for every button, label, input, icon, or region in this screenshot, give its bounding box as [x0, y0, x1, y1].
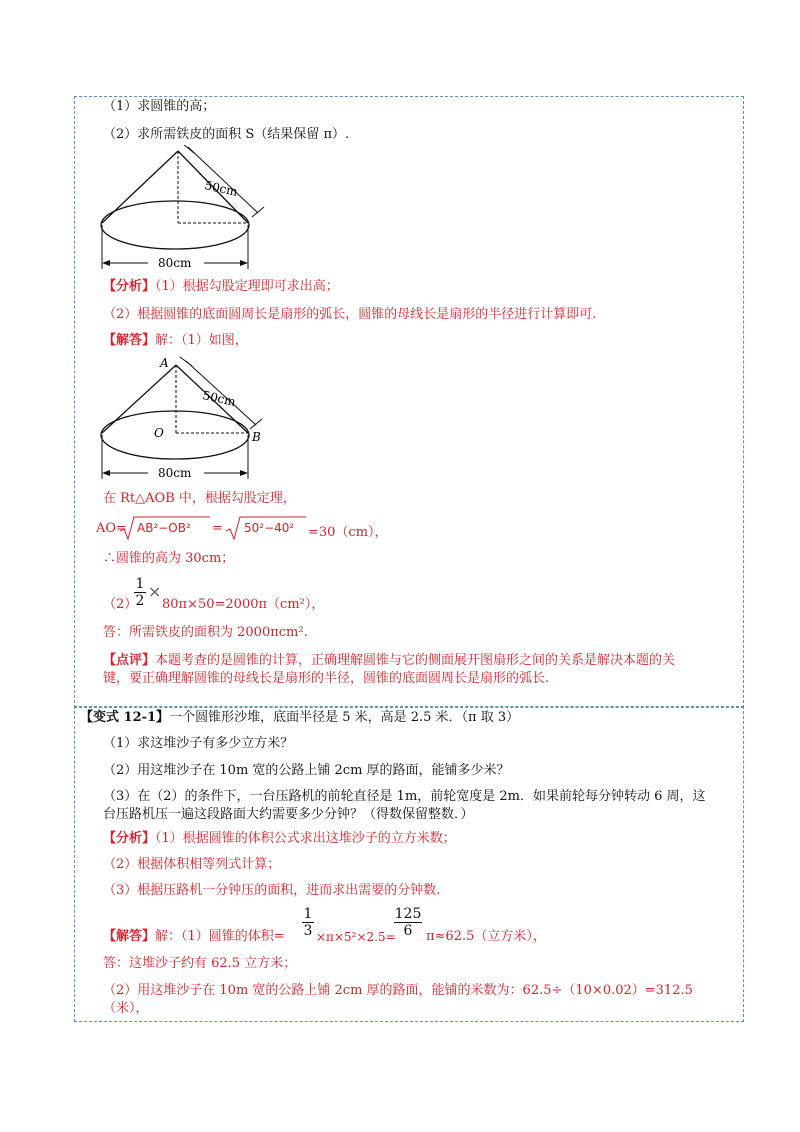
answer-label: 【解答】 — [103, 333, 156, 348]
comment-text-1: 本题考查的是圆锥的计算，正确理解圆锥与它的侧面展开图扇形之间的关系是解决本题的关 — [155, 653, 676, 668]
third-numerator: 1 — [303, 906, 313, 922]
variant-question-3a: （3）在（2）的条件下，一台压路机的前轮直径是 1m，前轮宽度是 2m．如果前轮每分钟转动 6 周，这 — [103, 789, 706, 804]
comment-label: 【点评】 — [103, 653, 156, 668]
fig2-center-label: O — [154, 426, 164, 440]
half-numerator: 1 — [135, 576, 145, 592]
ao-result: =30（cm）， — [308, 525, 388, 540]
third-denominator: 3 — [303, 923, 313, 939]
variant-question-1: （1）求这堆沙子有多少立方米？ — [103, 736, 294, 751]
fig2-apex-label: A — [160, 356, 169, 370]
analysis-line-2: （2）根据圆锥的底面圆周长是扇形的弧长，圆锥的母线长是扇形的半径进行计算即可. — [103, 307, 597, 322]
answer-line-1 — [103, 332, 248, 350]
ao-prefix: AO= — [96, 521, 127, 536]
question-part-2: （2）求所需铁皮的面积 S（结果保留 π）. — [103, 127, 350, 142]
fig2-diameter-label: 80cm — [158, 466, 192, 480]
variant-analysis-3: （3）根据压路机一分钟压的面积，进而求出需要的分钟数. — [103, 883, 441, 898]
variant-stem-line — [80, 709, 519, 727]
rt-triangle-line: 在 Rt△AOB 中，根据勾股定理， — [103, 491, 296, 506]
fig2-point-label: B — [252, 430, 261, 444]
variant-stem: 一个圆锥形沙堆，底面半径是 5 米，高是 2.5 米．（π 取 3） — [169, 710, 520, 725]
area-answer: 答：所需铁皮的面积为 2000πcm². — [103, 625, 308, 640]
times-glyph: × — [148, 582, 162, 601]
variant-solution-end: π≈62.5（立方米）， — [426, 929, 546, 944]
fig1-diameter-label: 80cm — [158, 256, 192, 270]
variant-label: 【变式 12-1】 — [80, 710, 170, 725]
half-denominator: 2 — [135, 593, 145, 609]
analysis-label: 【分析】 — [103, 279, 156, 294]
comment-line-1 — [103, 652, 675, 670]
big-denominator: 6 — [403, 923, 413, 939]
big-fraction — [394, 906, 422, 939]
variant-analysis-1 — [103, 830, 456, 848]
variant-analysis-2: （2）根据体积相等列式计算； — [103, 857, 281, 872]
height-conclusion: ∴圆锥的高为 30cm； — [103, 551, 235, 566]
part2-expression: 80π×50=2000π（cm²）， — [162, 597, 325, 612]
variant-question-2: （2）用这堆沙子在 10m 宽的公路上铺 2cm 厚的路面，能铺多少米？ — [103, 763, 510, 778]
variant-question-3b: 台压路机压一遍这段路面大约需要多少分钟？（得数保留整数．） — [103, 807, 474, 822]
variant-analysis-label: 【分析】 — [103, 831, 156, 846]
cone-figure-2 — [96, 355, 271, 480]
part2-line — [103, 596, 137, 614]
variant-solution-mid: ×π×5²×2.5= — [316, 930, 396, 944]
variant-solution-prefix: 解：（1）圆锥的体积= — [155, 929, 285, 944]
question-part-1: （1）求圆锥的高； — [103, 99, 216, 114]
big-numerator: 125 — [394, 906, 422, 922]
variant-answer-1: 答：这堆沙子约有 62.5 立方米； — [103, 956, 297, 971]
third-fraction — [302, 906, 314, 939]
analysis-text-1: （1）根据勾股定理即可求出高； — [155, 279, 339, 294]
ao-mid: = — [212, 521, 223, 536]
part2-prefix: （2） — [103, 597, 138, 612]
cone-figure-1 — [96, 145, 266, 270]
variant-solution-line — [103, 928, 285, 946]
ao-radicand-2: 50²−40² — [244, 521, 295, 535]
analysis-line-1 — [103, 278, 339, 296]
comment-line-2: 键，要正确理解圆锥的母线长是扇形的半径，圆锥的底面圆周长是扇形的弧长. — [103, 671, 550, 686]
answer-intro: 解：（1）如图， — [155, 333, 248, 348]
ao-radicand-1: AB²−OB² — [137, 521, 191, 535]
variant-answer-label: 【解答】 — [103, 929, 156, 944]
variant-analysis-text-1: （1）根据圆锥的体积公式求出这堆沙子的立方米数； — [155, 831, 456, 846]
variant-solution-2a: （2）用这堆沙子在 10m 宽的公路上铺 2cm 厚的路面，能铺的米数为：62.5÷（10×0.02）=312.5 — [103, 983, 693, 998]
fig1-slant-label: 50cm — [203, 178, 239, 199]
variant-solution-2b: （米）， — [103, 1001, 149, 1016]
fig2-slant-label: 50cm — [201, 388, 237, 409]
